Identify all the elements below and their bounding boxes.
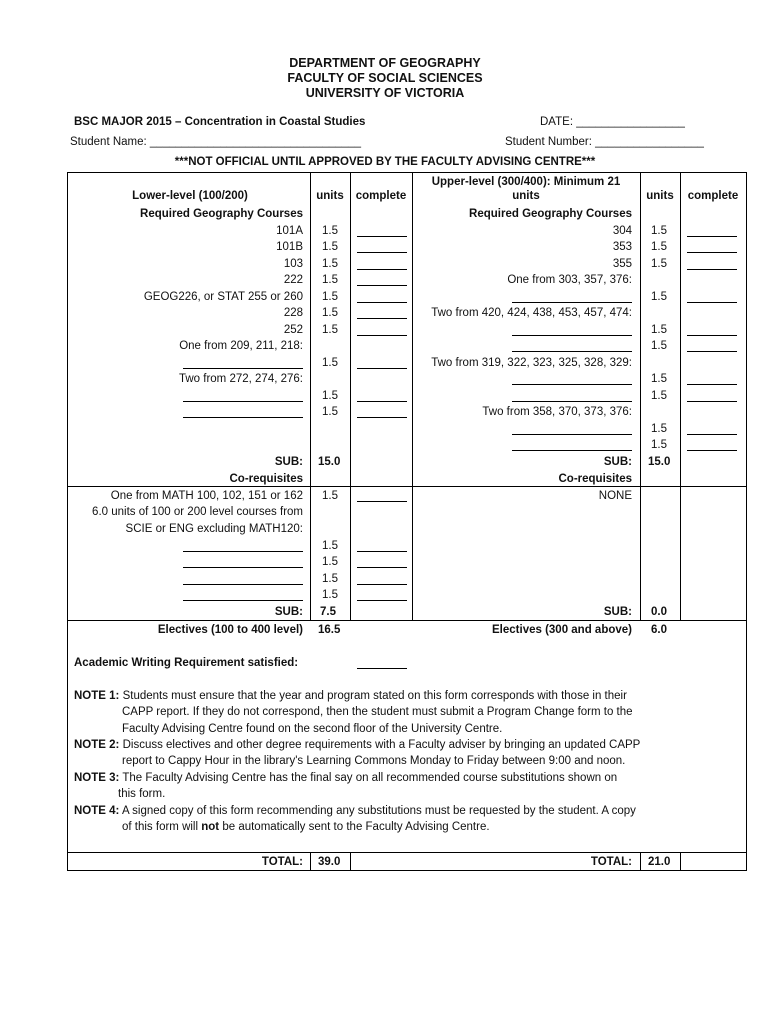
complete-blank[interactable]: [357, 308, 407, 319]
complete-heading: complete: [355, 190, 407, 202]
complete-blank[interactable]: [357, 292, 407, 303]
complete-blank[interactable]: [357, 242, 407, 253]
complete-heading: complete: [687, 190, 739, 202]
units-value: 1.5: [322, 258, 338, 270]
upper-total-value: 21.0: [648, 856, 671, 868]
note-text: this form.: [118, 788, 166, 801]
course-choice-blank[interactable]: [512, 374, 632, 385]
units-value: 1.5: [651, 390, 667, 402]
note-text: be automatically sent to the Faculty Advising Centre.: [219, 821, 490, 834]
units-value: 1.5: [651, 439, 667, 451]
units-value: 1.5: [322, 307, 338, 319]
units-value: 1.5: [651, 340, 667, 352]
complete-blank[interactable]: [687, 259, 737, 270]
note-text: Faculty Advising Centre found on the second floor of the University Centre.: [122, 722, 503, 735]
units-value: 1.5: [651, 373, 667, 385]
course-label: 252: [283, 324, 303, 336]
note-text: The Faculty Advising Centre has the final say on all recommended course substitutions shown on: [122, 772, 618, 784]
complete-blank[interactable]: [357, 574, 407, 585]
course-label: 355: [612, 258, 632, 270]
lower-total-label: TOTAL:: [261, 856, 303, 868]
course-label: GEOG226, or STAT 255 or 260: [143, 291, 303, 303]
course-label: 222: [283, 274, 303, 286]
divider: [640, 172, 641, 620]
lower-total-value: 39.0: [318, 856, 341, 868]
upper-total-label: TOTAL:: [590, 856, 632, 868]
divider: [67, 852, 747, 853]
course-label: 353: [612, 241, 632, 253]
units-value: 1.5: [322, 540, 338, 552]
official-notice: ***NOT OFFICIAL UNTIL APPROVED BY THE FACULTY ADVISING CENTRE***: [174, 156, 596, 168]
university-title: UNIVERSITY OF VICTORIA: [305, 86, 465, 100]
units-value: 1.5: [322, 241, 338, 253]
complete-blank[interactable]: [357, 541, 407, 552]
units-value: 1.5: [322, 573, 338, 585]
course-choice-blank[interactable]: [512, 424, 632, 435]
complete-blank[interactable]: [687, 391, 737, 402]
complete-blank[interactable]: [687, 440, 737, 451]
units-value: 1.5: [322, 490, 338, 502]
note-2: [74, 737, 664, 770]
course-label: 228: [283, 307, 303, 319]
complete-blank[interactable]: [687, 226, 737, 237]
units-value: 1.5: [651, 225, 667, 237]
complete-blank[interactable]: [357, 557, 407, 568]
lower-sub-total: 15.0: [318, 456, 341, 468]
units-heading: units: [646, 190, 674, 202]
course-label: 103: [283, 258, 303, 270]
complete-blank[interactable]: [357, 275, 407, 286]
note-emphasis: not: [201, 821, 220, 834]
divider: [67, 620, 747, 621]
course-label: 101B: [276, 241, 303, 253]
coreq-math: One from MATH 100, 102, 151 or 162: [110, 490, 303, 502]
upper-sub-total: 15.0: [648, 456, 671, 468]
course-choice-blank[interactable]: [183, 590, 303, 601]
units-value: 1.5: [651, 423, 667, 435]
course-label: 101A: [276, 225, 303, 237]
date-field[interactable]: DATE: _________________: [540, 116, 685, 128]
course-label: 304: [612, 225, 632, 237]
units-value: 1.5: [651, 324, 667, 336]
lower-coreq-sub-label: SUB:: [274, 606, 303, 618]
complete-blank[interactable]: [357, 391, 407, 402]
note-label: NOTE 2:: [74, 739, 120, 751]
lower-required-heading: Required Geography Courses: [140, 208, 303, 220]
note-text: Students must ensure that the year and program stated on this form corresponds with those in their: [122, 690, 627, 702]
units-value: 1.5: [651, 241, 667, 253]
note-text: [74, 819, 664, 835]
complete-blank[interactable]: [687, 242, 737, 253]
upper-two-from-c: Two from 358, 370, 373, 376:: [482, 406, 632, 418]
lower-electives-label: Electives (100 to 400 level): [157, 624, 303, 636]
program-title: BSC MAJOR 2015 – Concentration in Coastal Studies: [74, 116, 366, 128]
writing-requirement-label: Academic Writing Requirement satisfied:: [74, 657, 299, 669]
units-value: 1.5: [651, 291, 667, 303]
lower-two-from: Two from 272, 274, 276:: [178, 373, 303, 385]
divider: [680, 172, 681, 620]
faculty-title: FACULTY OF SOCIAL SCIENCES: [287, 71, 483, 85]
complete-blank[interactable]: [687, 325, 737, 336]
note-text: of this form will: [122, 821, 202, 834]
coreq-science-cont: SCIE or ENG excluding MATH120:: [125, 523, 303, 535]
course-choice-blank[interactable]: [512, 292, 632, 303]
upper-sub-label: SUB:: [603, 456, 632, 468]
units-value: 1.5: [322, 291, 338, 303]
note-label: NOTE 1:: [74, 690, 120, 702]
divider: [350, 172, 351, 620]
writing-requirement-blank[interactable]: [357, 658, 407, 669]
complete-blank[interactable]: [357, 259, 407, 270]
divider: [310, 172, 311, 620]
upper-two-from-a: Two from 420, 424, 438, 453, 457, 474:: [431, 307, 632, 319]
divider: [350, 852, 351, 871]
lower-coreq-heading: Co-requisites: [229, 473, 303, 485]
units-value: 1.5: [322, 556, 338, 568]
note-text: A signed copy of this form recommending any substitutions must be requested by the student. A copy: [121, 805, 636, 817]
note-label: NOTE 4:: [74, 805, 120, 817]
coreq-science: 6.0 units of 100 or 200 level courses from: [92, 506, 303, 518]
lower-one-from: One from 209, 211, 218:: [179, 340, 303, 352]
note-label: NOTE 3:: [74, 772, 120, 784]
divider: [310, 852, 311, 871]
units-value: 1.5: [322, 324, 338, 336]
course-choice-blank[interactable]: [512, 440, 632, 451]
upper-two-from-b: Two from 319, 322, 323, 325, 328, 329:: [431, 357, 632, 369]
course-choice-blank[interactable]: [512, 325, 632, 336]
upper-required-heading: Required Geography Courses: [469, 208, 632, 220]
note-text: report to Cappy Hour in the library's Learning Commons Monday to Friday between 9:00 and noon.: [122, 755, 626, 768]
upper-one-from: One from 303, 357, 376:: [507, 274, 632, 286]
upper-coreq-sub-label: SUB:: [603, 606, 632, 618]
student-name-field[interactable]: Student Name: _________________________________: [70, 136, 361, 148]
upper-coreq-none: NONE: [598, 490, 632, 502]
complete-blank[interactable]: [357, 590, 407, 601]
course-choice-blank[interactable]: [512, 391, 632, 402]
units-value: 1.5: [322, 390, 338, 402]
divider: [67, 486, 747, 487]
note-3: [74, 770, 664, 803]
upper-electives-units: 6.0: [651, 624, 667, 636]
lower-sub-label: SUB:: [274, 456, 303, 468]
upper-coreq-sub-total: 0.0: [651, 606, 667, 618]
complete-blank[interactable]: [357, 226, 407, 237]
complete-blank[interactable]: [687, 341, 737, 352]
units-value: 1.5: [322, 274, 338, 286]
upper-electives-label: Electives (300 and above): [492, 624, 632, 636]
lower-coreq-sub-total: 7.5: [320, 606, 336, 618]
complete-blank[interactable]: [687, 424, 737, 435]
complete-blank[interactable]: [357, 358, 407, 369]
lower-level-heading: Lower-level (100/200): [132, 190, 248, 202]
course-choice-blank[interactable]: [512, 341, 632, 352]
divider: [412, 172, 413, 620]
upper-level-heading: Upper-level (300/400): Minimum 21: [431, 176, 621, 188]
units-value: 1.5: [322, 589, 338, 601]
complete-blank[interactable]: [357, 491, 407, 502]
units-heading: units: [316, 190, 344, 202]
course-choice-blank[interactable]: [183, 391, 303, 402]
lower-electives-units: 16.5: [318, 624, 341, 636]
complete-blank[interactable]: [357, 325, 407, 336]
units-value: 1.5: [651, 258, 667, 270]
note-text: Discuss electives and other degree requirements with a Faculty adviser by bringing an updated CAPP: [122, 739, 641, 751]
divider: [640, 852, 641, 871]
units-value: 1.5: [322, 357, 338, 369]
complete-blank[interactable]: [687, 374, 737, 385]
department-title: DEPARTMENT OF GEOGRAPHY: [289, 56, 481, 70]
divider: [680, 852, 681, 871]
units-value: 1.5: [322, 225, 338, 237]
complete-blank[interactable]: [687, 292, 737, 303]
note-1: [74, 688, 664, 737]
course-choice-blank[interactable]: [183, 557, 303, 568]
complete-blank[interactable]: [357, 407, 407, 418]
student-number-field[interactable]: Student Number: _________________: [505, 136, 704, 148]
units-value: 1.5: [322, 406, 338, 418]
upper-level-heading-units: units: [512, 190, 540, 202]
upper-coreq-heading: Co-requisites: [558, 473, 632, 485]
note-4: [74, 803, 664, 836]
note-text: CAPP report. If they do not correspond, then the student must submit a Program Change form to the: [122, 706, 633, 719]
course-choice-blank[interactable]: [183, 358, 303, 369]
course-choice-blank[interactable]: [183, 574, 303, 585]
course-choice-blank[interactable]: [183, 541, 303, 552]
course-choice-blank[interactable]: [183, 407, 303, 418]
